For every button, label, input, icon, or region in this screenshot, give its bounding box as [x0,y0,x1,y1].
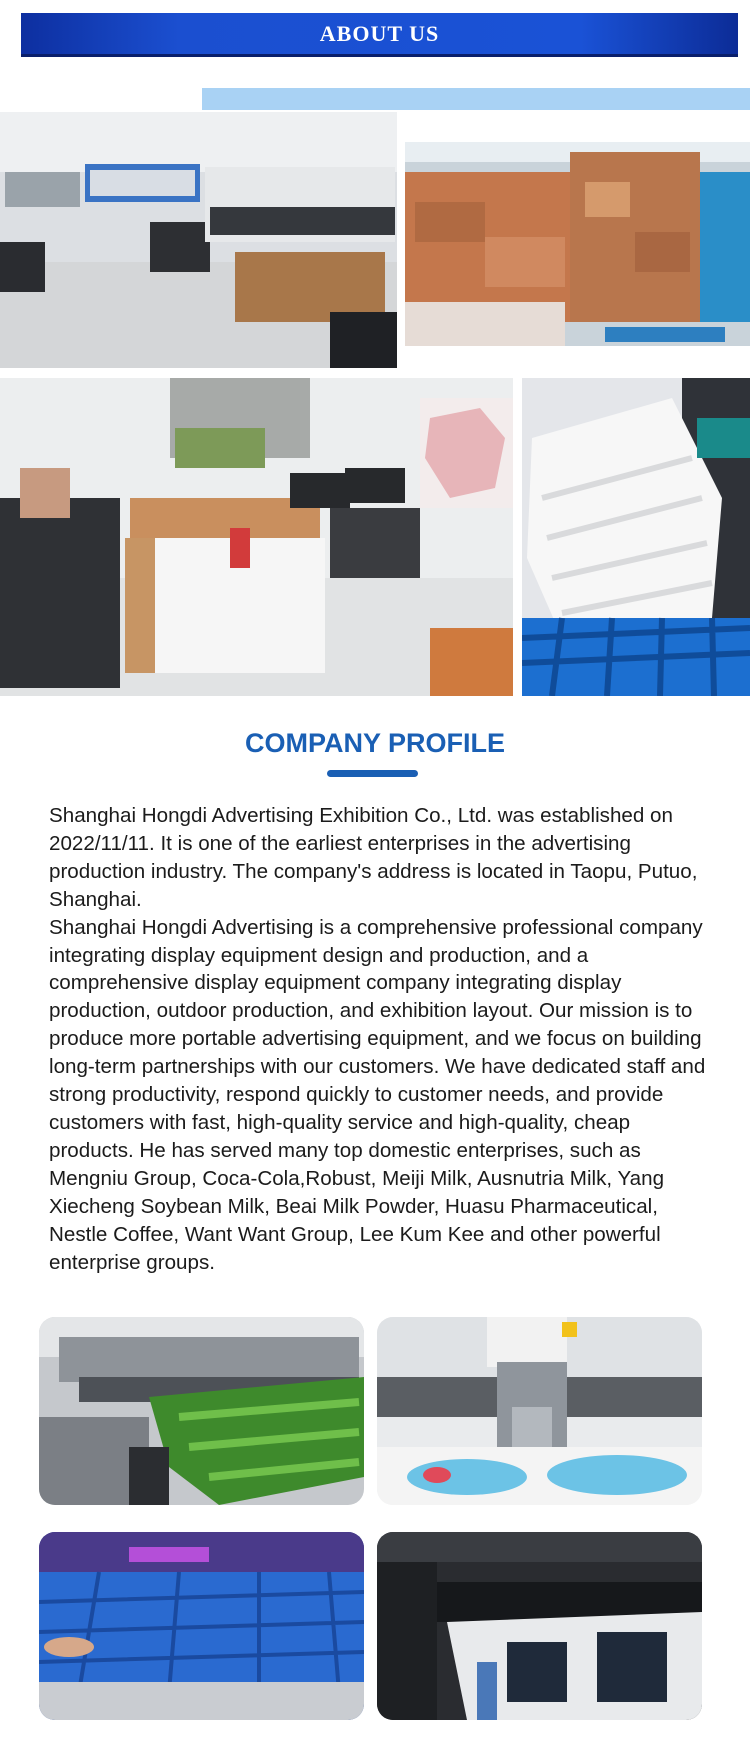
decorative-band [202,88,750,110]
fabric-rolls-photo [522,378,750,696]
profile-paragraph: Shanghai Hongdi Advertising Exhibition Co., Ltd. was established on 2022/11/11. It is one of the earliest enterprises in the advertising production industry. The company's address is located in Taopu, Putuo, Shanghai. [49,804,698,911]
large-format-printer-photo [39,1317,364,1505]
printer-workshop-photo [0,112,397,368]
company-profile-text [49,802,709,1276]
banner-printer-photo [377,1532,702,1720]
profile-paragraph: Shanghai Hongdi Advertising is a comprehensive professional company integrating display equipment design and production, and a comprehensive display equipment company integrating display production, outdoor production, and exhibition layout. Our mission is to produce more portable advertising equipment, and we focus on building long-term partnerships with our customers. We have dedicated staff and strong productivity, respond quickly to customer needs, and provide customers with fast, high-quality service and high-quality, cheap products. He has served many top domestic enterprises, such as Mengniu Group, Coca-Cola,Robust, Meiji Milk, Ausnutria Milk, Yang Xiecheng Soybean Milk, Beai Milk Powder, Huasu Pharmaceutical, Nestle Coffee, Want Want Group, Lee Kum Kee and other powerful enterprise groups. [49,915,706,1274]
about-us-banner [21,13,738,57]
warehouse-photo [405,142,750,346]
company-profile-title: COMPANY PROFILE [244,728,506,758]
cutting-machine-photo [377,1317,702,1505]
banner-title: ABOUT US [319,20,440,46]
office-photo [0,378,513,696]
title-underline [327,770,418,777]
uv-flatbed-printer-photo [39,1532,364,1720]
